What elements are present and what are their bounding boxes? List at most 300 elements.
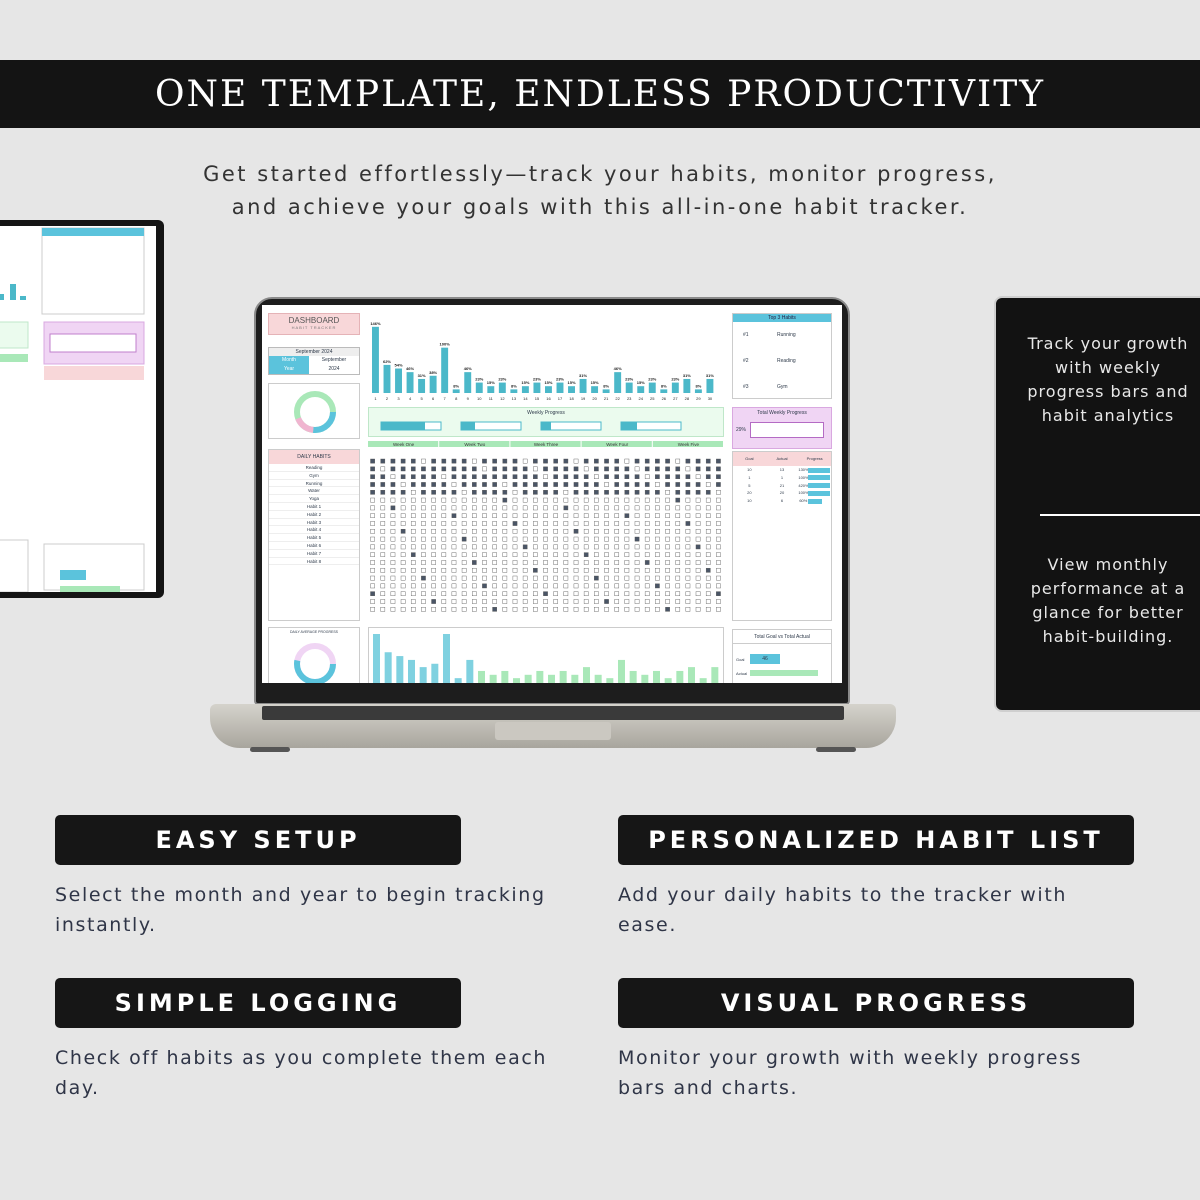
habit-checkbox[interactable] [371,475,375,479]
habit-checkbox[interactable] [442,482,446,486]
habit-checkbox[interactable] [472,592,476,596]
habit-checkbox[interactable] [523,498,527,502]
habit-checkbox[interactable] [564,521,568,525]
habit-checkbox[interactable] [482,553,486,557]
habit-checkbox[interactable] [645,482,649,486]
habit-checkbox[interactable] [706,482,710,486]
habit-checkbox[interactable] [391,553,395,557]
habit-checkbox[interactable] [716,592,720,596]
habit-checkbox[interactable] [604,592,608,596]
habit-checkbox[interactable] [696,490,700,494]
habit-checkbox[interactable] [574,576,578,580]
habit-checkbox[interactable] [452,545,456,549]
habit-checkbox[interactable] [564,576,568,580]
habit-checkbox[interactable] [421,568,425,572]
habit-checkbox[interactable] [503,560,507,564]
habit-checkbox[interactable] [432,560,436,564]
habit-checkbox[interactable] [554,529,558,533]
habit-checkbox[interactable] [472,553,476,557]
habit-checkbox[interactable] [421,599,425,603]
habit-checkbox[interactable] [543,607,547,611]
habit-checkbox[interactable] [706,521,710,525]
habit-checkbox[interactable] [554,521,558,525]
habit-checkbox[interactable] [533,576,537,580]
habit-checkbox[interactable] [554,482,558,486]
habit-checkbox[interactable] [706,599,710,603]
habit-checkbox[interactable] [391,498,395,502]
habit-checkbox[interactable] [421,475,425,479]
habit-checkbox[interactable] [411,553,415,557]
habit-checkbox[interactable] [543,459,547,463]
habit-checkbox[interactable] [706,490,710,494]
habit-checkbox[interactable] [543,529,547,533]
habit-checkbox[interactable] [594,599,598,603]
habit-checkbox[interactable] [472,482,476,486]
habit-checkbox[interactable] [371,482,375,486]
habit-checkbox[interactable] [391,506,395,510]
habit-checkbox[interactable] [564,529,568,533]
habit-checkbox[interactable] [635,498,639,502]
habit-checkbox[interactable] [503,607,507,611]
habit-checkbox[interactable] [696,560,700,564]
habit-checkbox[interactable] [543,521,547,525]
habit-checkbox[interactable] [523,514,527,518]
habit-checkbox[interactable] [625,529,629,533]
habit-checkbox[interactable] [665,482,669,486]
habit-checkbox[interactable] [543,553,547,557]
habit-checkbox[interactable] [452,553,456,557]
habit-checkbox[interactable] [655,529,659,533]
habit-checkbox[interactable] [543,560,547,564]
habit-checkbox[interactable] [564,482,568,486]
habit-checkbox[interactable] [482,482,486,486]
habit-checkbox[interactable] [615,498,619,502]
habit-checkbox[interactable] [615,545,619,549]
habit-checkbox[interactable] [604,521,608,525]
habit-checkbox[interactable] [442,545,446,549]
habit-checkbox[interactable] [421,576,425,580]
habit-checkbox[interactable] [503,553,507,557]
habit-checkbox[interactable] [381,568,385,572]
habit-checkbox[interactable] [645,537,649,541]
habit-checkbox[interactable] [554,514,558,518]
habit-checkbox[interactable] [655,607,659,611]
habit-checkbox[interactable] [503,506,507,510]
habit-checkbox[interactable] [686,521,690,525]
habit-checkbox[interactable] [381,467,385,471]
habit-checkbox[interactable] [676,490,680,494]
habit-checkbox[interactable] [432,529,436,533]
habit-checkbox[interactable] [421,482,425,486]
habit-checkbox[interactable] [604,576,608,580]
habit-checkbox[interactable] [564,490,568,494]
habit-checkbox[interactable] [371,498,375,502]
habit-checkbox[interactable] [452,490,456,494]
habit-checkbox[interactable] [442,584,446,588]
habit-checkbox[interactable] [513,568,517,572]
habit-checkbox[interactable] [371,459,375,463]
habit-checkbox[interactable] [513,498,517,502]
habit-checkbox[interactable] [584,467,588,471]
habit-checkbox[interactable] [554,584,558,588]
habit-checkbox[interactable] [493,482,497,486]
habit-checkbox[interactable] [655,521,659,525]
habit-checkbox[interactable] [371,490,375,494]
habit-checkbox[interactable] [482,467,486,471]
habit-checkbox[interactable] [676,459,680,463]
habit-checkbox[interactable] [696,553,700,557]
habit-checkbox[interactable] [421,607,425,611]
habit-checkbox[interactable] [462,475,466,479]
habit-checkbox[interactable] [482,475,486,479]
habit-checkbox[interactable] [442,599,446,603]
habit-checkbox[interactable] [432,482,436,486]
habit-checkbox[interactable] [625,475,629,479]
habit-checkbox[interactable] [604,482,608,486]
habit-checkbox[interactable] [432,498,436,502]
habit-checkbox[interactable] [645,475,649,479]
habit-checkbox[interactable] [645,467,649,471]
habit-checkbox[interactable] [482,560,486,564]
habit-checkbox[interactable] [564,545,568,549]
habit-checkbox[interactable] [594,576,598,580]
habit-checkbox[interactable] [533,506,537,510]
habit-checkbox[interactable] [584,568,588,572]
habit-checkbox[interactable] [371,584,375,588]
habit-checkbox[interactable] [503,475,507,479]
habit-checkbox[interactable] [604,514,608,518]
habit-checkbox[interactable] [493,592,497,596]
habit-checkbox[interactable] [482,514,486,518]
habit-checkbox[interactable] [411,459,415,463]
habit-checkbox[interactable] [442,475,446,479]
habit-checkbox[interactable] [604,584,608,588]
habit-checkbox[interactable] [655,506,659,510]
habit-checkbox[interactable] [472,599,476,603]
habit-checkbox[interactable] [645,607,649,611]
habit-checkbox[interactable] [513,584,517,588]
habit-checkbox[interactable] [432,545,436,549]
habit-checkbox[interactable] [391,584,395,588]
habit-checkbox[interactable] [635,459,639,463]
habit-checkbox[interactable] [432,506,436,510]
habit-checkbox[interactable] [462,553,466,557]
habit-checkbox[interactable] [432,521,436,525]
habit-checkbox[interactable] [676,599,680,603]
habit-checkbox[interactable] [543,498,547,502]
habit-checkbox[interactable] [452,514,456,518]
habit-checkbox[interactable] [411,475,415,479]
habit-checkbox[interactable] [391,599,395,603]
habit-checkbox[interactable] [513,537,517,541]
habit-checkbox[interactable] [523,537,527,541]
habit-checkbox[interactable] [533,475,537,479]
habit-checkbox[interactable] [645,599,649,603]
habit-checkbox[interactable] [421,592,425,596]
habit-checkbox[interactable] [625,599,629,603]
habit-checkbox[interactable] [401,545,405,549]
habit-checkbox[interactable] [432,553,436,557]
habit-checkbox[interactable] [716,537,720,541]
habit-checkbox[interactable] [655,498,659,502]
habit-checkbox[interactable] [645,506,649,510]
habit-checkbox[interactable] [462,545,466,549]
habit-checkbox[interactable] [523,584,527,588]
habit-checkbox[interactable] [615,467,619,471]
habit-checkbox[interactable] [625,545,629,549]
habit-checkbox[interactable] [493,599,497,603]
habit-checkbox[interactable] [564,568,568,572]
habit-checkbox[interactable] [411,592,415,596]
habit-checkbox[interactable] [716,459,720,463]
habit-checkbox[interactable] [493,506,497,510]
habit-checkbox[interactable] [543,592,547,596]
habit-checkbox[interactable] [564,607,568,611]
habit-checkbox[interactable] [543,475,547,479]
habit-checkbox[interactable] [584,475,588,479]
habit-checkbox[interactable] [604,537,608,541]
habit-checkbox[interactable] [401,521,405,525]
habit-checkbox[interactable] [655,560,659,564]
habit-checkbox[interactable] [706,560,710,564]
habit-checkbox[interactable] [503,599,507,603]
habit-checkbox[interactable] [401,592,405,596]
habit-checkbox[interactable] [381,498,385,502]
habit-checkbox[interactable] [625,521,629,525]
habit-checkbox[interactable] [686,459,690,463]
habit-checkbox[interactable] [584,599,588,603]
habit-checkbox[interactable] [482,607,486,611]
habit-checkbox[interactable] [655,537,659,541]
habit-checkbox[interactable] [462,490,466,494]
habit-checkbox[interactable] [594,553,598,557]
habit-checkbox[interactable] [543,514,547,518]
month-dropdown[interactable]: September [321,357,347,363]
habit-checkbox[interactable] [604,545,608,549]
habit-checkbox[interactable] [635,599,639,603]
habit-checkbox[interactable] [452,537,456,541]
habit-checkbox[interactable] [676,521,680,525]
habit-checkbox[interactable] [625,467,629,471]
habit-checkbox[interactable] [686,529,690,533]
habit-checkbox[interactable] [391,490,395,494]
habit-checkbox[interactable] [462,514,466,518]
habit-checkbox[interactable] [645,553,649,557]
habit-checkbox[interactable] [676,514,680,518]
habit-checkbox[interactable] [716,506,720,510]
habit-checkbox[interactable] [503,490,507,494]
habit-checkbox[interactable] [401,560,405,564]
habit-checkbox[interactable] [462,506,466,510]
habit-checkbox[interactable] [381,553,385,557]
habit-checkbox[interactable] [401,482,405,486]
habit-checkbox[interactable] [533,599,537,603]
habit-checkbox[interactable] [381,599,385,603]
habit-checkbox[interactable] [594,467,598,471]
habit-checkbox[interactable] [554,506,558,510]
habit-checkbox[interactable] [523,467,527,471]
habit-checkbox[interactable] [391,482,395,486]
habit-checkbox[interactable] [676,560,680,564]
habit-checkbox[interactable] [604,568,608,572]
habit-checkbox[interactable] [421,584,425,588]
habit-checkbox[interactable] [533,467,537,471]
habit-checkbox[interactable] [716,482,720,486]
habit-checkbox[interactable] [625,560,629,564]
habit-checkbox[interactable] [472,467,476,471]
habit-checkbox[interactable] [686,592,690,596]
habit-checkbox[interactable] [554,459,558,463]
habit-checkbox[interactable] [462,599,466,603]
habit-checkbox[interactable] [716,467,720,471]
habit-checkbox[interactable] [493,537,497,541]
habit-checkbox[interactable] [493,568,497,572]
habit-checkbox[interactable] [625,506,629,510]
habit-checkbox[interactable] [381,537,385,541]
habit-checkbox[interactable] [472,490,476,494]
habit-checkbox[interactable] [665,521,669,525]
habit-checkbox[interactable] [401,514,405,518]
habit-checkbox[interactable] [493,459,497,463]
habit-checkbox[interactable] [676,584,680,588]
habit-checkbox[interactable] [391,459,395,463]
habit-checkbox[interactable] [543,490,547,494]
habit-checkbox[interactable] [533,545,537,549]
habit-checkbox[interactable] [574,545,578,549]
habit-checkbox[interactable] [635,560,639,564]
habit-checkbox[interactable] [696,475,700,479]
habit-checkbox[interactable] [381,514,385,518]
habit-checkbox[interactable] [604,599,608,603]
habit-checkbox[interactable] [381,490,385,494]
habit-checkbox[interactable] [696,607,700,611]
habit-checkbox[interactable] [594,490,598,494]
habit-checkbox[interactable] [604,475,608,479]
habit-checkbox[interactable] [615,490,619,494]
habit-checkbox[interactable] [686,498,690,502]
habit-checkbox[interactable] [696,545,700,549]
habit-checkbox[interactable] [564,592,568,596]
habit-checkbox[interactable] [503,584,507,588]
habit-checkbox[interactable] [482,599,486,603]
habit-checkbox[interactable] [665,599,669,603]
habit-checkbox[interactable] [645,514,649,518]
habit-checkbox[interactable] [676,592,680,596]
habit-checkbox[interactable] [513,607,517,611]
habit-checkbox[interactable] [665,498,669,502]
habit-checkbox[interactable] [421,560,425,564]
habit-checkbox[interactable] [432,576,436,580]
habit-checkbox[interactable] [472,521,476,525]
habit-checkbox[interactable] [371,537,375,541]
habit-checkbox[interactable] [462,560,466,564]
habit-checkbox[interactable] [432,459,436,463]
habit-checkbox[interactable] [523,475,527,479]
habit-checkbox[interactable] [411,560,415,564]
habit-checkbox[interactable] [401,498,405,502]
habit-checkbox[interactable] [594,521,598,525]
habit-checkbox[interactable] [554,568,558,572]
habit-checkbox[interactable] [584,498,588,502]
habit-checkbox[interactable] [604,467,608,471]
habit-checkbox[interactable] [493,475,497,479]
habit-checkbox[interactable] [513,529,517,533]
habit-checkbox[interactable] [574,584,578,588]
habit-checkbox[interactable] [625,584,629,588]
habit-checkbox[interactable] [452,599,456,603]
habit-checkbox[interactable] [462,467,466,471]
habit-checkbox[interactable] [472,560,476,564]
habit-checkbox[interactable] [432,584,436,588]
habit-checkbox[interactable] [411,482,415,486]
habit-checkbox[interactable] [716,560,720,564]
habit-checkbox[interactable] [523,490,527,494]
habit-checkbox[interactable] [676,607,680,611]
habit-checkbox[interactable] [554,607,558,611]
habit-checkbox[interactable] [503,521,507,525]
habit-checkbox[interactable] [625,607,629,611]
habit-checkbox[interactable] [594,529,598,533]
habit-checkbox[interactable] [411,545,415,549]
habit-checkbox[interactable] [391,592,395,596]
habit-checkbox[interactable] [381,475,385,479]
habit-checkbox[interactable] [543,467,547,471]
habit-checkbox[interactable] [493,553,497,557]
habit-checkbox[interactable] [615,459,619,463]
habit-checkbox[interactable] [615,584,619,588]
habit-checkbox[interactable] [635,521,639,525]
habit-checkbox[interactable] [493,560,497,564]
habit-checkbox[interactable] [421,514,425,518]
habit-checkbox[interactable] [533,568,537,572]
habit-checkbox[interactable] [371,467,375,471]
habit-checkbox[interactable] [391,475,395,479]
habit-checkbox[interactable] [716,529,720,533]
habit-checkbox[interactable] [442,467,446,471]
habit-checkbox[interactable] [706,545,710,549]
habit-checkbox[interactable] [554,545,558,549]
habit-checkbox[interactable] [676,467,680,471]
habit-checkbox[interactable] [665,459,669,463]
habit-checkbox[interactable] [411,584,415,588]
habit-checkbox[interactable] [421,498,425,502]
habit-checkbox[interactable] [686,482,690,486]
habit-checkbox[interactable] [696,514,700,518]
habit-checkbox[interactable] [381,592,385,596]
habit-checkbox[interactable] [625,482,629,486]
habit-checkbox[interactable] [381,521,385,525]
habit-checkbox[interactable] [625,514,629,518]
habit-checkbox[interactable] [513,545,517,549]
habit-checkbox[interactable] [554,576,558,580]
habit-checkbox[interactable] [635,568,639,572]
habit-checkbox[interactable] [676,506,680,510]
habit-checkbox[interactable] [584,521,588,525]
habit-checkbox[interactable] [574,553,578,557]
habit-checkbox[interactable] [452,576,456,580]
habit-checkbox[interactable] [411,537,415,541]
habit-checkbox[interactable] [594,506,598,510]
habit-checkbox[interactable] [696,467,700,471]
habit-checkbox[interactable] [442,560,446,564]
habit-checkbox[interactable] [706,475,710,479]
habit-checkbox[interactable] [432,467,436,471]
habit-checkbox[interactable] [716,584,720,588]
habit-checkbox[interactable] [584,592,588,596]
habit-checkbox[interactable] [442,537,446,541]
habit-checkbox[interactable] [686,568,690,572]
habit-checkbox[interactable] [371,553,375,557]
